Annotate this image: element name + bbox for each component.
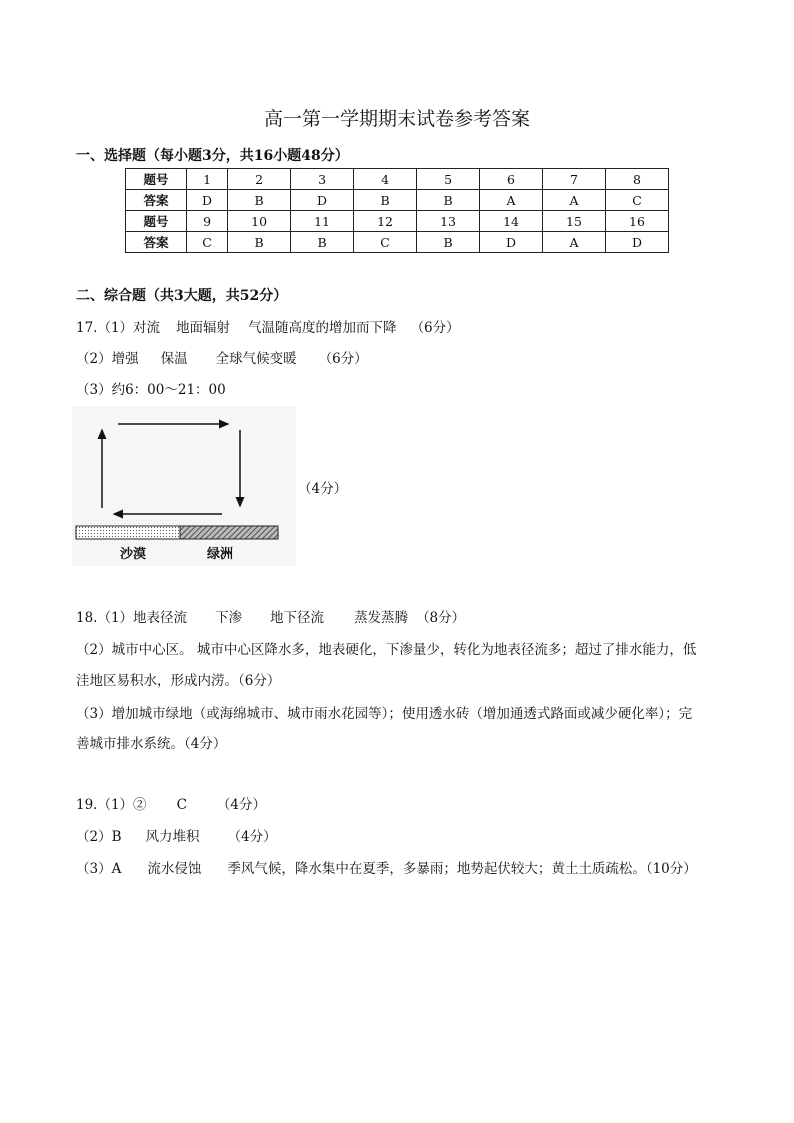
q18-1-d: 蒸发蒸腾 <box>354 610 409 626</box>
q17-1-b: 地面辐射 <box>176 320 231 336</box>
q18-part1 <box>76 606 465 626</box>
q18-part2-line2: 洼地区易积水，形成内涝。（6分） <box>76 673 281 689</box>
table-cell: 11 <box>291 211 354 232</box>
q19-3-c: 季风气候，降水集中在夏季，多暴雨；地势起伏较大；黄土土质疏松。（10分） <box>227 861 697 877</box>
table-cell: 8 <box>606 169 669 190</box>
answer-table <box>125 168 669 253</box>
table-cell: B <box>417 190 480 211</box>
table-row <box>126 211 669 232</box>
table-cell: 2 <box>228 169 291 190</box>
table-cell: B <box>291 232 354 253</box>
oasis-strip <box>180 526 278 539</box>
table-cell: D <box>291 190 354 211</box>
q18-1-a: 18.（1）地表径流 <box>76 610 188 626</box>
table-cell: C <box>354 232 417 253</box>
table-cell: A <box>543 190 606 211</box>
q19-2-b: 风力堆积 <box>145 829 200 845</box>
q19-3-b: 流水侵蚀 <box>147 861 202 877</box>
table-row <box>126 232 669 253</box>
table-cell: B <box>228 232 291 253</box>
table-cell: 10 <box>228 211 291 232</box>
q18-part3-line1: （3）增加城市绿地（或海绵城市、城市雨水花园等）；使用透水砖（增加通透式路面或减少硬化率）；完 <box>76 706 693 722</box>
table-cell: B <box>228 190 291 211</box>
q17-2-c: 全球气候变暖 <box>215 351 297 367</box>
q17-part3: （3）约6：00～21：00 <box>76 382 226 398</box>
row-label: 答案 <box>126 190 187 211</box>
table-cell: 14 <box>480 211 543 232</box>
q18-part3-line2: 善城市排水系统。（4分） <box>76 736 227 752</box>
q19-2-a: （2）B <box>76 829 122 845</box>
desert-strip <box>76 526 180 539</box>
table-row <box>126 190 669 211</box>
table-cell: C <box>606 190 669 211</box>
q17-3-score: （4分） <box>298 481 348 497</box>
table-row <box>126 169 669 190</box>
table-cell: 3 <box>291 169 354 190</box>
page-title: 高一第一学期期末试卷参考答案 <box>263 108 530 130</box>
table-cell: 7 <box>543 169 606 190</box>
q19-1-b: C <box>176 797 187 813</box>
table-cell: 9 <box>187 211 228 232</box>
desert-label: 沙漠 <box>120 547 147 562</box>
table-cell: 13 <box>417 211 480 232</box>
table-cell: B <box>354 190 417 211</box>
row-label: 题号 <box>126 211 187 232</box>
q19-part2 <box>76 825 277 845</box>
table-cell: 6 <box>480 169 543 190</box>
circulation-arrows <box>72 406 296 566</box>
section1-heading: 一、选择题（每小题3分，共16小题48分） <box>76 148 349 164</box>
q17-1-a: 17.（1）对流 <box>76 320 161 336</box>
table-cell: B <box>417 232 480 253</box>
q17-2-a: （2）增强 <box>76 351 139 367</box>
q17-2-score: （6分） <box>318 351 368 367</box>
table-cell: D <box>606 232 669 253</box>
table-cell: 4 <box>354 169 417 190</box>
table-cell: D <box>187 190 228 211</box>
q19-1-score: （4分） <box>216 797 266 813</box>
q17-2-b: 保温 <box>160 351 188 367</box>
q19-part1 <box>76 793 266 813</box>
q17-part2 <box>76 347 368 367</box>
q19-2-score: （4分） <box>227 829 277 845</box>
table-cell: 1 <box>187 169 228 190</box>
table-cell: A <box>480 190 543 211</box>
section2-heading: 二、综合题（共3大题，共52分） <box>76 288 288 304</box>
oasis-label: 绿洲 <box>207 547 234 562</box>
q18-1-b: 下渗 <box>215 610 243 626</box>
q18-1-c: 地下径流 <box>270 610 325 626</box>
q17-1-c: 气温随高度的增加而下降 <box>248 320 397 336</box>
table-cell: 15 <box>543 211 606 232</box>
table-cell: 16 <box>606 211 669 232</box>
q17-1-score: （6分） <box>410 320 460 336</box>
table-cell: C <box>187 232 228 253</box>
table-cell: D <box>480 232 543 253</box>
q19-3-a: （3）A <box>76 861 122 877</box>
q19-1-a: 19.（1）② <box>76 797 147 813</box>
circulation-diagram <box>72 406 296 566</box>
q18-1-score: （8分） <box>416 610 466 626</box>
row-label: 答案 <box>126 232 187 253</box>
row-label: 题号 <box>126 169 187 190</box>
table-cell: A <box>543 232 606 253</box>
table-cell: 12 <box>354 211 417 232</box>
q18-part2-line1: （2）城市中心区。 城市中心区降水多，地表硬化，下渗量少，转化为地表径流多；超过了排水能力，低 <box>76 642 697 658</box>
table-cell: 5 <box>417 169 480 190</box>
q17-part1 <box>76 316 460 336</box>
q19-part3 <box>76 857 697 877</box>
